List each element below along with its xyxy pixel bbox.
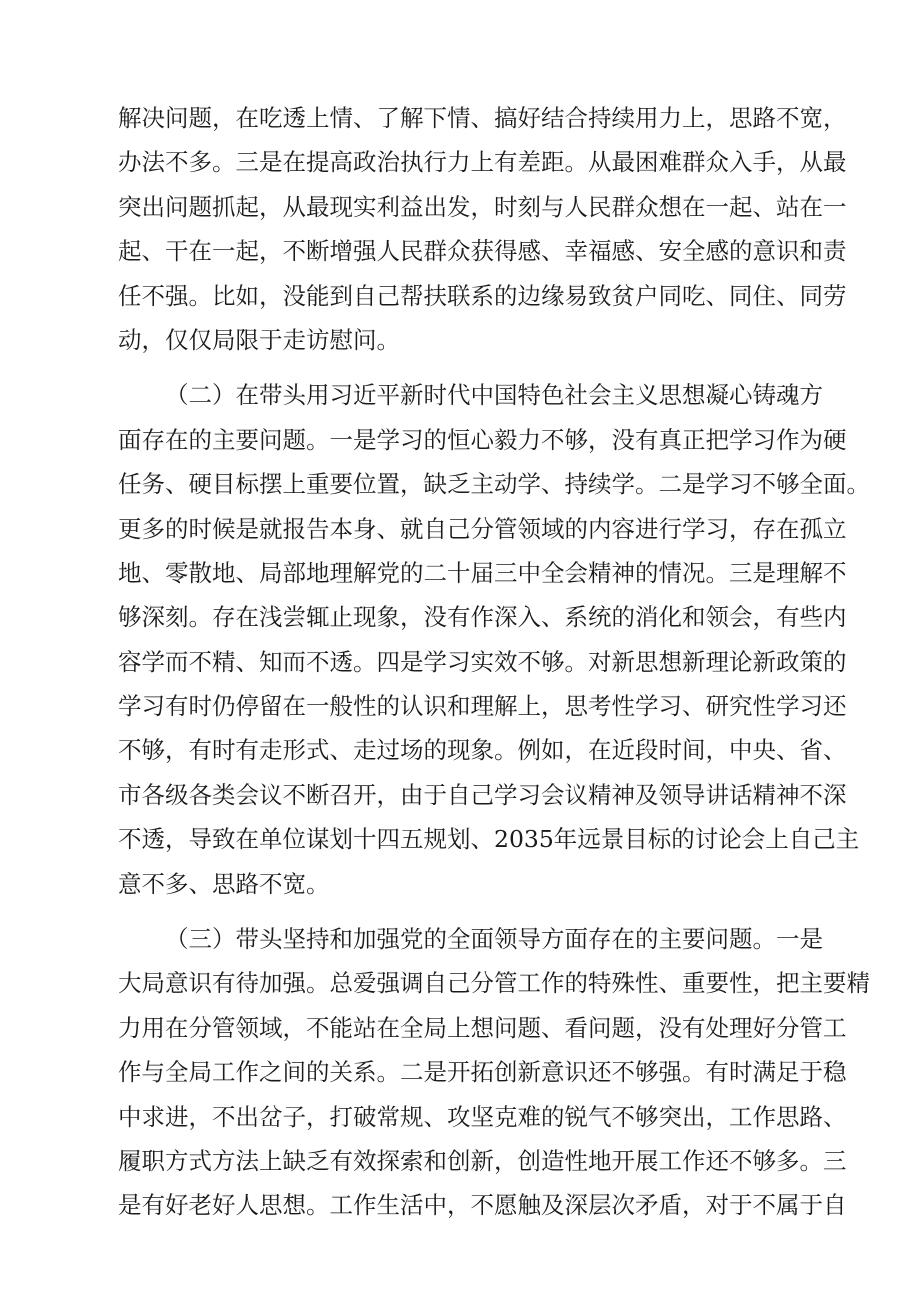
paragraph-gap	[118, 906, 836, 917]
text-line: 学习有时仍停留在一般性的认识和理解上，思考性学习、研究性学习还	[118, 692, 847, 721]
text-line: 是有好老好人思想。工作生活中，不愿触及深层次矛盾，对于不属于自	[118, 1191, 847, 1220]
text-line: 任不强。比如，没能到自己帮扶联系的边缘易致贫户同吃、同住、同劳	[118, 281, 847, 310]
text-line: 不透，导致在单位谋划十四五规划、2035年远景目标的讨论会上自己主	[118, 825, 860, 854]
paragraph-3	[118, 917, 870, 1228]
text-line: 不够，有时有走形式、走过场的现象。例如，在近段时间，中央、省、	[118, 736, 847, 765]
text-line: 够深刻。存在浅尝辄止现象，没有作深入、系统的消化和领会，有些内	[118, 603, 847, 632]
paragraph-1	[118, 96, 847, 362]
text-line: 突出问题抓起，从最现实利益出发，时刻与人民群众想在一起、站在一	[118, 192, 847, 221]
paragraph-gap	[118, 362, 836, 373]
text-line: 意不多、思路不宽。	[118, 869, 330, 898]
text-line: 面存在的主要问题。一是学习的恒心毅力不够，没有真正把学习作为硬	[118, 425, 847, 454]
text-line: 大局意识有待加强。总爱强调自己分管工作的特殊性、重要性，把主要精	[118, 969, 870, 998]
text-line: 办法不多。三是在提高政治执行力上有差距。从最困难群众入手，从最	[118, 148, 847, 177]
text-line: 更多的时候是就报告本身、就自己分管领域的内容进行学习，存在孤立	[118, 514, 847, 543]
text-line: 起、干在一起，不断增强人民群众获得感、幸福感、安全感的意识和责	[118, 237, 847, 266]
text-line: 地、零散地、局部地理解党的二十届三中全会精神的情况。三是理解不	[118, 558, 847, 587]
text-line: 任务、硬目标摆上重要位置，缺乏主动学、持续学。二是学习不够全面。	[118, 470, 870, 499]
text-line: （三）带头坚持和加强党的全面领导方面存在的主要问题。一是	[165, 925, 823, 954]
document-body	[118, 96, 870, 1228]
text-line: 容学而不精、知而不透。四是学习实效不够。对新思想新理论新政策的	[118, 647, 847, 676]
text-line: 市各级各类会议不断召开，由于自己学习会议精神及领导讲话精神不深	[118, 780, 847, 809]
text-line: 力用在分管领域，不能站在全局上想问题、看问题，没有处理好分管工	[118, 1013, 847, 1042]
text-line: 解决问题，在吃透上情、了解下情、搞好结合持续用力上，思路不宽，	[118, 104, 847, 132]
text-line: 中求进，不出岔子，打破常规、攻坚克难的锐气不够突出，工作思路、	[118, 1102, 847, 1131]
text-line: 履职方式方法上缺乏有效探索和创新，创造性地开展工作还不够多。三	[118, 1146, 847, 1175]
paragraph-2	[118, 373, 870, 906]
text-line: 动，仅仅局限于走访慰问。	[118, 325, 400, 354]
text-line: （二）在带头用习近平新时代中国特色社会主义思想凝心铸魂方	[165, 381, 823, 410]
text-line: 作与全局工作之间的关系。二是开拓创新意识还不够强。有时满足于稳	[118, 1058, 847, 1087]
